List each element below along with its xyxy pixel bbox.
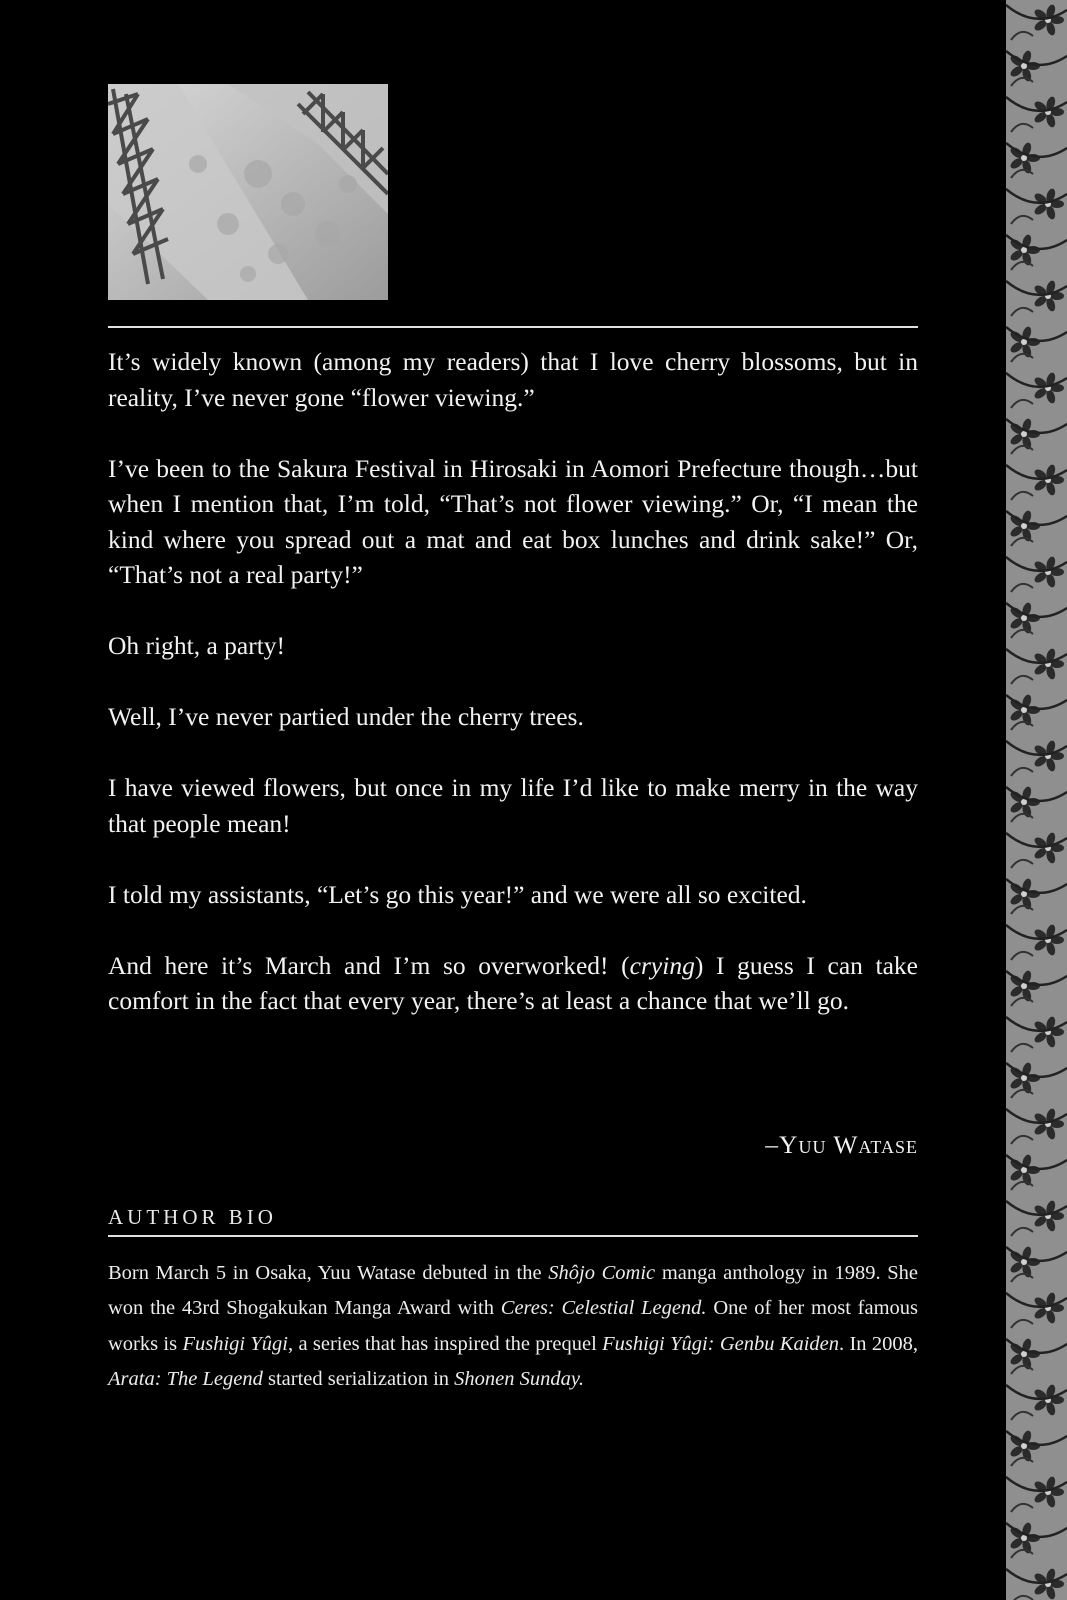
essay-paragraph: Oh right, a party! bbox=[108, 631, 286, 660]
bio-divider bbox=[108, 1235, 918, 1237]
floral-border bbox=[1006, 0, 1067, 1600]
essay-paragraph: I told my assistants, “Let’s go this year!” and we were all so excited. bbox=[108, 879, 807, 909]
essay-paragraph: I have viewed flowers, but once in my life I’d like to make merry in the way that people mean! bbox=[108, 773, 918, 838]
curtain-image bbox=[108, 84, 388, 300]
bio-heading: AUTHOR BIO bbox=[108, 1205, 277, 1229]
essay-text bbox=[108, 344, 918, 1019]
author-bio: Born March 5 in Osaka, Yuu Watase debuted in the Shôjo Comic manga anthology in 1989. She won the 43rd Shogakukan Manga Award with Ceres: Celestial Legend. One of her most famous works is Fushigi Yûgi, a series that has inspired the prequel Fushigi Yûgi: Genbu Kaiden. In 2008, Arata: The Legend started serialization in Shonen Sunday. bbox=[108, 1262, 919, 1390]
essay-paragraph: And here it’s March and I’m so overworked! (crying) I guess I can take comfort in the fact that every year, there’s at least a chance that we’ll go. bbox=[108, 950, 918, 1015]
essay-paragraph: I’ve been to the Sakura Festival in Hirosaki in Aomori Prefecture though…but when I mention that, I’m told, “That’s not flower viewing.” Or, “I mean the kind where you spread out a mat and eat box lunches and drink sake!” Or, “That’s not a real party!” bbox=[108, 453, 918, 589]
author-signature: –Yuu Watase bbox=[765, 1130, 918, 1159]
essay-paragraph: It’s widely known (among my readers) that I love cherry blossoms, but in reality, I’ve never gone “flower viewing.” bbox=[108, 347, 918, 412]
essay-paragraph: Well, I’ve never partied under the cherry trees. bbox=[108, 702, 584, 731]
top-divider bbox=[108, 326, 918, 328]
floral-pattern bbox=[1006, 0, 1067, 1600]
author-photo bbox=[108, 84, 388, 300]
